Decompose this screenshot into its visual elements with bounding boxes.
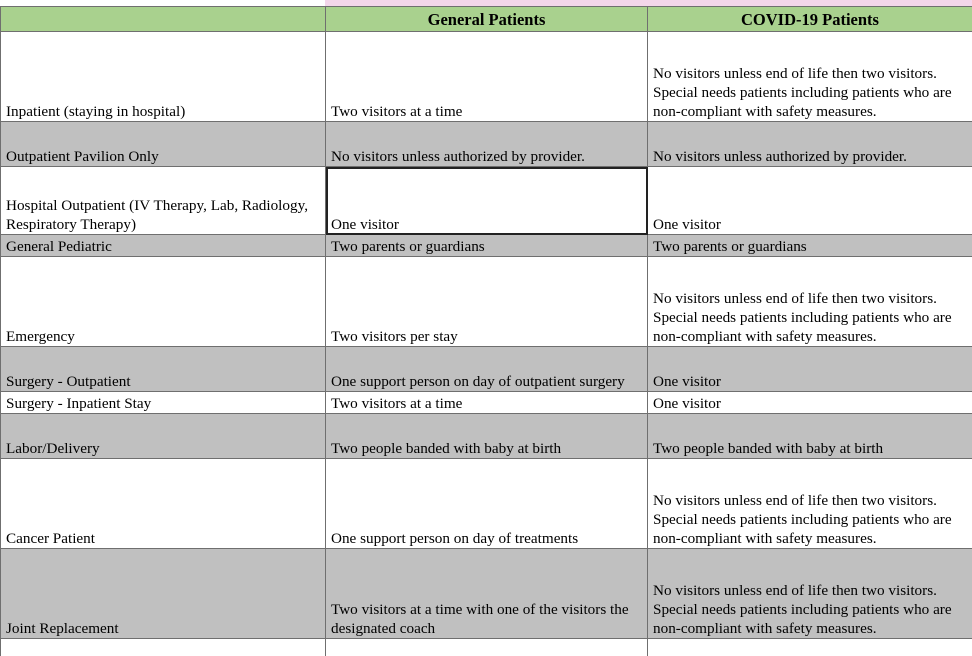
table-row <box>1 235 972 257</box>
general-cell[interactable]: Two visitors per stay <box>326 257 648 347</box>
header-cell-general[interactable]: General Patients <box>326 7 648 32</box>
general-cell[interactable]: Two people banded with baby at birth <box>326 414 648 459</box>
general-cell[interactable] <box>326 347 648 392</box>
table-row <box>1 122 972 167</box>
table-row <box>1 32 972 122</box>
covid-cell[interactable]: One visitor <box>648 167 972 235</box>
category-cell[interactable]: Outpatient Pavilion Only <box>1 122 326 167</box>
category-cell[interactable]: Inpatient (staying in hospital) <box>1 32 326 122</box>
visitor-policy-table <box>0 6 972 656</box>
table-row <box>1 257 972 347</box>
covid-cell[interactable]: Two people banded with baby at birth <box>648 414 972 459</box>
covid-cell[interactable] <box>648 32 972 122</box>
header-cell-covid[interactable]: COVID-19 Patients <box>648 7 972 32</box>
general-cell-selected[interactable]: One visitor <box>326 167 648 235</box>
category-cell[interactable]: Surgery - Inpatient Stay <box>1 392 326 414</box>
category-cell[interactable]: Cancer Patient <box>1 459 326 549</box>
header-cell-category[interactable] <box>1 7 326 32</box>
covid-cell[interactable]: One visitor <box>648 347 972 392</box>
header-row <box>1 7 972 32</box>
table-row <box>1 549 972 639</box>
category-cell[interactable] <box>1 167 326 235</box>
category-cell[interactable]: Surgery - Outpatient <box>1 347 326 392</box>
general-cell-text: Two visitors at a time with one of the visitors the designated coach <box>331 601 629 637</box>
table-row <box>1 392 972 414</box>
covid-cell-text: No visitors unless end of life then two visitors. Special needs patients including patients who are non-compliant with safety measures. <box>653 582 952 637</box>
category-cell-text: Hospital Outpatient (IV Therapy, Lab, Radiology, Respiratory Therapy) <box>6 197 308 233</box>
covid-cell[interactable] <box>648 459 972 549</box>
table-row <box>1 167 972 235</box>
covid-cell[interactable] <box>648 257 972 347</box>
covid-cell-text: No visitors unless end of life then two visitors. Special needs patients including patients who are non-compliant with safety measures. <box>653 65 952 120</box>
table-row <box>1 459 972 549</box>
covid-cell[interactable]: No visitors unless authorized by provider. <box>648 122 972 167</box>
covid-cell[interactable] <box>648 549 972 639</box>
table-row <box>1 414 972 459</box>
category-cell[interactable]: Emergency <box>1 257 326 347</box>
empty-cell[interactable] <box>648 639 972 656</box>
general-cell[interactable] <box>326 549 648 639</box>
general-cell[interactable]: No visitors unless authorized by provider. <box>326 122 648 167</box>
category-cell[interactable]: Joint Replacement <box>1 549 326 639</box>
covid-cell[interactable]: Two parents or guardians <box>648 235 972 257</box>
table-row-empty <box>1 639 972 656</box>
covid-cell-text: No visitors unless end of life then two visitors. Special needs patients including patients who are non-compliant with safety measures. <box>653 290 952 345</box>
empty-cell[interactable] <box>1 639 326 656</box>
empty-cell[interactable] <box>326 639 648 656</box>
general-cell[interactable]: Two visitors at a time <box>326 392 648 414</box>
general-cell[interactable]: Two visitors at a time <box>326 32 648 122</box>
general-cell[interactable]: One support person on day of treatments <box>326 459 648 549</box>
table-row <box>1 347 972 392</box>
general-cell-text: One support person on day of outpatient surgery <box>331 373 625 390</box>
category-cell[interactable]: General Pediatric <box>1 235 326 257</box>
covid-cell[interactable]: One visitor <box>648 392 972 414</box>
general-cell[interactable]: Two parents or guardians <box>326 235 648 257</box>
covid-cell-text: No visitors unless end of life then two visitors. Special needs patients including patients who are non-compliant with safety measures. <box>653 492 952 547</box>
category-cell[interactable]: Labor/Delivery <box>1 414 326 459</box>
